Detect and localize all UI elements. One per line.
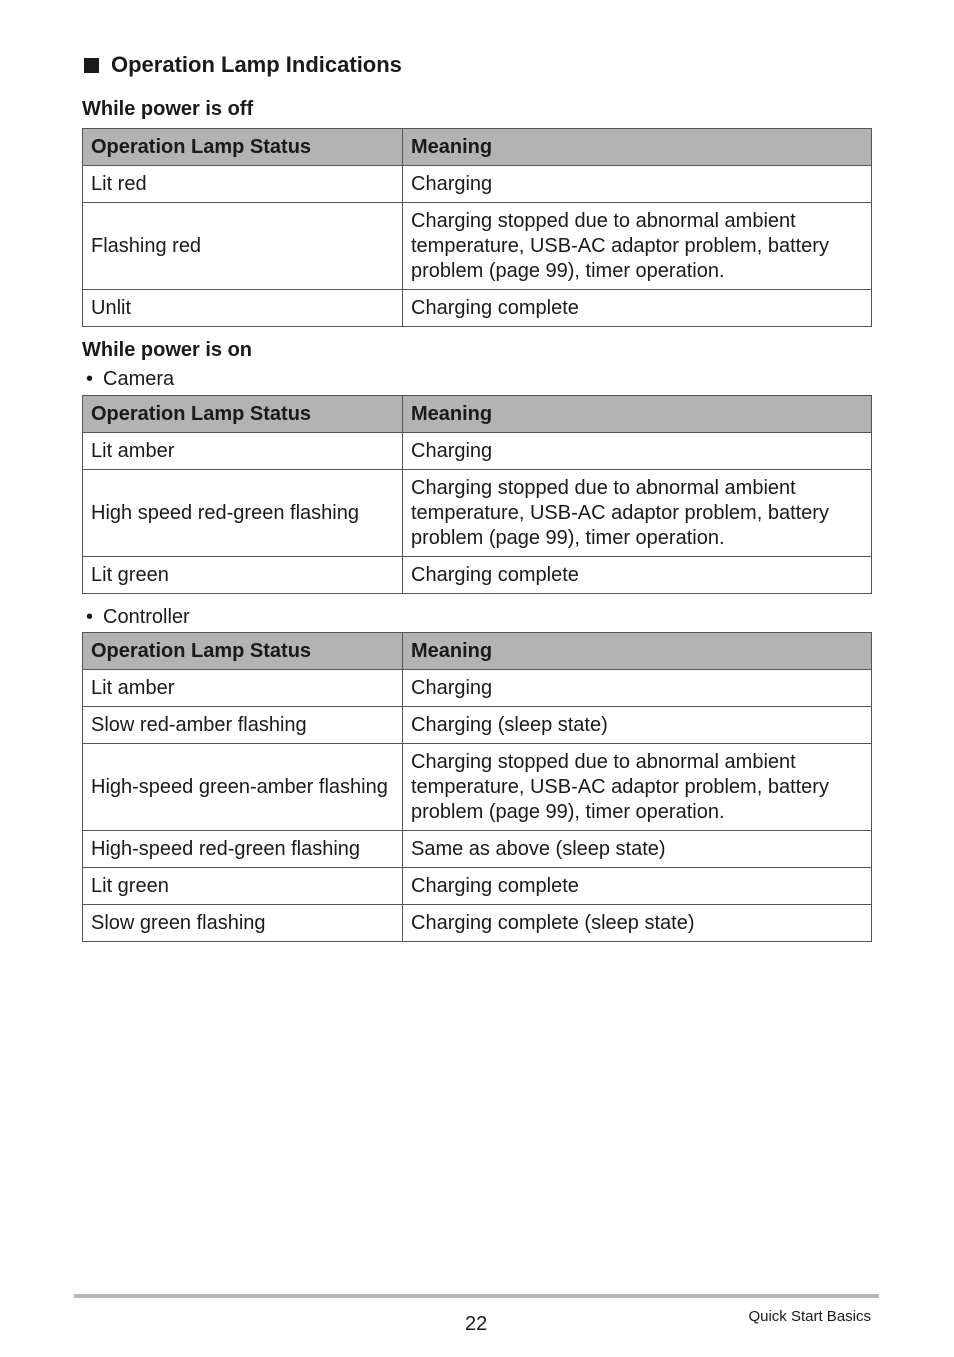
footer-section-name: Quick Start Basics (748, 1308, 871, 1325)
page-number: 22 (465, 1313, 488, 1335)
status-cell: Lit amber (83, 433, 403, 470)
bullet-dot-icon: • (86, 368, 94, 390)
meaning-cell: Charging (sleep state) (403, 707, 872, 744)
status-cell: Unlit (83, 290, 403, 327)
meaning-cell: Charging stopped due to abnormal ambient temperature, USB-AC adaptor problem, battery problem (page 99), timer operation. (403, 470, 872, 557)
header-meaning: Meaning (403, 129, 872, 166)
meaning-cell: Charging complete (403, 290, 872, 327)
status-cell: Slow green flashing (83, 905, 403, 942)
table-row (83, 557, 872, 594)
bullet-label: Controller (103, 606, 190, 628)
section-heading-power-on: While power is on (82, 339, 253, 361)
meaning-cell: Charging complete (sleep state) (403, 905, 872, 942)
table-row (83, 203, 872, 290)
status-cell: Lit amber (83, 670, 403, 707)
status-cell: High-speed red-green flashing (83, 831, 403, 868)
status-cell: Lit green (83, 557, 403, 594)
table-row (83, 868, 872, 905)
table-row (83, 905, 872, 942)
status-cell: Slow red-amber flashing (83, 707, 403, 744)
meaning-cell: Same as above (sleep state) (403, 831, 872, 868)
table-header-row (83, 129, 872, 166)
status-cell: High speed red-green flashing (83, 470, 403, 557)
status-cell: Lit green (83, 868, 403, 905)
meaning-cell: Charging stopped due to abnormal ambient temperature, USB-AC adaptor problem, battery problem (page 99), timer operation. (403, 203, 872, 290)
header-status: Operation Lamp Status (83, 129, 403, 166)
header-meaning: Meaning (403, 396, 872, 433)
table-power-off (82, 128, 872, 327)
meaning-cell: Charging (403, 166, 872, 203)
meaning-cell: Charging complete (403, 868, 872, 905)
meaning-cell: Charging (403, 670, 872, 707)
table-header-row (83, 633, 872, 670)
table-row (83, 707, 872, 744)
table-row (83, 433, 872, 470)
status-cell: Lit red (83, 166, 403, 203)
table-row (83, 670, 872, 707)
table-row (83, 290, 872, 327)
footer-divider (74, 1294, 879, 1298)
table-row (83, 470, 872, 557)
table-header-row (83, 396, 872, 433)
header-status: Operation Lamp Status (83, 396, 403, 433)
page-title-text: Operation Lamp Indications (111, 52, 402, 77)
page-title (84, 52, 402, 78)
meaning-cell: Charging (403, 433, 872, 470)
table-row (83, 744, 872, 831)
bullet-controller (86, 606, 190, 629)
table-row (83, 166, 872, 203)
table-camera (82, 395, 872, 594)
meaning-cell: Charging complete (403, 557, 872, 594)
square-bullet-icon (84, 58, 99, 73)
header-status: Operation Lamp Status (83, 633, 403, 670)
meaning-cell: Charging stopped due to abnormal ambient temperature, USB-AC adaptor problem, battery problem (page 99), timer operation. (403, 744, 872, 831)
bullet-camera (86, 368, 174, 391)
status-cell: Flashing red (83, 203, 403, 290)
bullet-dot-icon: • (86, 606, 94, 628)
bullet-label: Camera (103, 368, 175, 390)
status-cell: High-speed green-amber flashing (83, 744, 403, 831)
section-heading-power-off: While power is off (82, 98, 254, 120)
table-controller (82, 632, 872, 942)
table-row (83, 831, 872, 868)
header-meaning: Meaning (403, 633, 872, 670)
